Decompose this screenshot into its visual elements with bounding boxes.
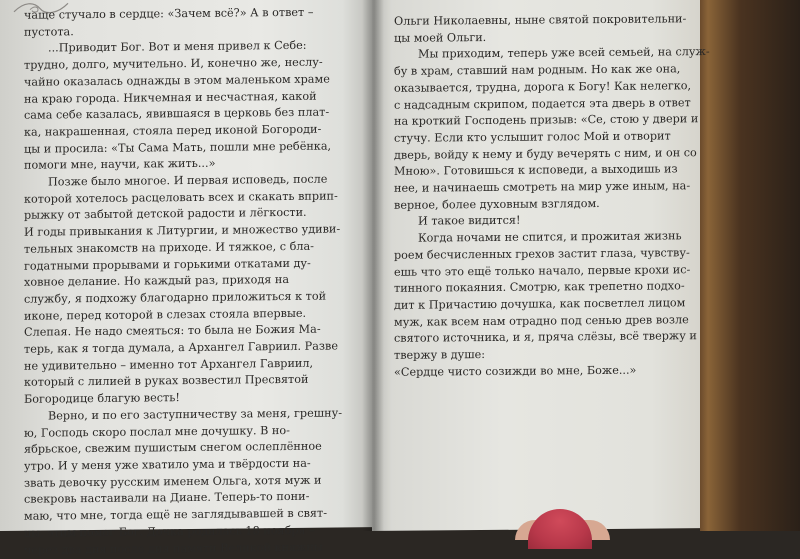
text-line: не удивительно – именно тот Архангел Гавриил, [24,356,314,373]
text-line: чайно оказалась однажды в этом маленьком храме [24,72,330,89]
text-line: тинного покаяния. Смотрю, как трепетно подхо- [394,279,685,296]
text-line: годатными прорывами и горькими откатами ду- [24,256,311,273]
text-line: стучу. Если кто услышит голос Мой и отворит [394,129,671,145]
text-line: Мною». Готовишься к исповеди, а выходишь из [394,162,678,179]
left-page [0,0,372,557]
text-line: твержу в душе: [394,348,486,362]
text-line: маю, что мне, тогда ещё не заглядывавшей в свят- [24,506,328,523]
text-line: ю, Господь скоро послал мне дочушку. В но- [24,423,290,440]
text-line: тельных знакомств на приходе. И тяжкое, с бла- [24,239,314,256]
text-line: терь, как я тогда думала, а Архангел Гавриил. Разве [24,339,338,356]
text-line: цы моей Ольги. [394,30,487,45]
text-line: цы и просила: «Ты Сама Мать, пошли мне ребёнка, [24,139,332,156]
text-line: Ольги Николаевны, ныне святой покровительни- [394,12,687,28]
text-line: с надсадным скрипом, подается эта дверь в ответ [394,95,691,112]
text-line: помоги мне, научи, как жить...» [24,157,216,173]
text-line: ешь что это ещё только начало, первые крохи ис- [394,262,691,279]
text-line: пустота. [24,24,74,39]
text-line: дит к Причастию дочушка, как посветлел лицом [394,296,686,312]
text-line: ябрьское, свежим пушистым снегом ослеплённое [24,439,322,457]
text-line: сама себе казалась, явившаяся в церковь без плат- [24,105,330,122]
text-line: муж, как всем нам отрадно под сенью древ возле [394,312,689,329]
left-page-text [24,4,360,559]
text-line: на кроткий Господень призыв: «Се, стою у двери и [394,112,699,129]
text-line: роем бесчисленных грехов застит глаза, чувству- [394,246,690,262]
text-line: ...Приводит Бог. Вот и меня привел к Себе: [48,39,307,55]
text-line: дверь, войду к нему и буду вечерять с ним, и он со [394,145,697,162]
text-line: оказывается, трудна, дорога к Богу! Как нелегко, [394,79,692,95]
text-line: через два дня после дня памяти Великой княжны [24,540,323,557]
text-line: ховное делание. Но каждый раз, приходя на [24,273,290,289]
text-line: утро. И у меня уже хватило ума и твёрдости на- [24,456,311,473]
text-line: «Сердце чисто созижди во мне, Боже...» [394,363,637,379]
text-line: иконе, перед которой в слезах стояла впервые. [24,306,307,323]
text-line: рыжку от забытой детской радости и лёгкости. [24,206,307,223]
right-page-text [394,11,710,381]
right-page [372,0,710,531]
text-line: ка, накрашенная, стояла перед иконой Богороди- [24,122,322,139]
text-line: трудно, долго, мучительно. И, конечно же, неслу- [24,55,323,72]
text-line: Богородице благую весть! [24,391,180,406]
text-line: цы, этим помог Бог. Дочка родилась 18 ноября – [24,523,315,540]
text-line: службу, я подхожу благодарно приложиться к той [24,289,327,306]
text-line: звать девочку русским именем Ольга, хотя муж и [24,473,322,490]
text-line: которой хотелось расцеловать всех и скакать вприп- [24,189,338,206]
text-line: бу в храм, ставший нам родным. Но как же она, [394,62,681,78]
text-line: Мы приходим, теперь уже всей семьей, на служ- [418,45,710,62]
text-line: Позже было многое. И первая исповедь, после [48,172,328,189]
text-line: Верно, и по его заступничеству за меня, грешну- [48,406,343,423]
text-line: Когда ночами не спится, и прожитая жизнь [418,229,682,245]
text-line: нее, и начинаешь смотреть на мир уже иным, на- [394,179,691,195]
text-line: чаще стучало в сердце: «Зачем всё?» А в ответ – [24,5,314,22]
book-spine-shadow [362,0,384,531]
text-line: Слепая. Не надо смеяться: то была не Божия Ма- [24,323,321,340]
text-line: святого источника, и я, пряча слёзы, всё твержу и [394,329,697,346]
text-line: И такое видится! [418,214,521,229]
text-line: который с лилией в руках возвестил Пресвятой [24,373,309,390]
text-line: верное, более духовным взглядом. [394,196,600,212]
text-line: на краю города. Никчемная и несчастная, какой [24,89,317,106]
book-cover-edge [700,0,800,531]
text-line: свекровь настаивали на Диане. Теперь-то пони- [24,490,310,507]
text-line: И годы привыкания к Литургии, и множество удиви- [24,222,341,239]
